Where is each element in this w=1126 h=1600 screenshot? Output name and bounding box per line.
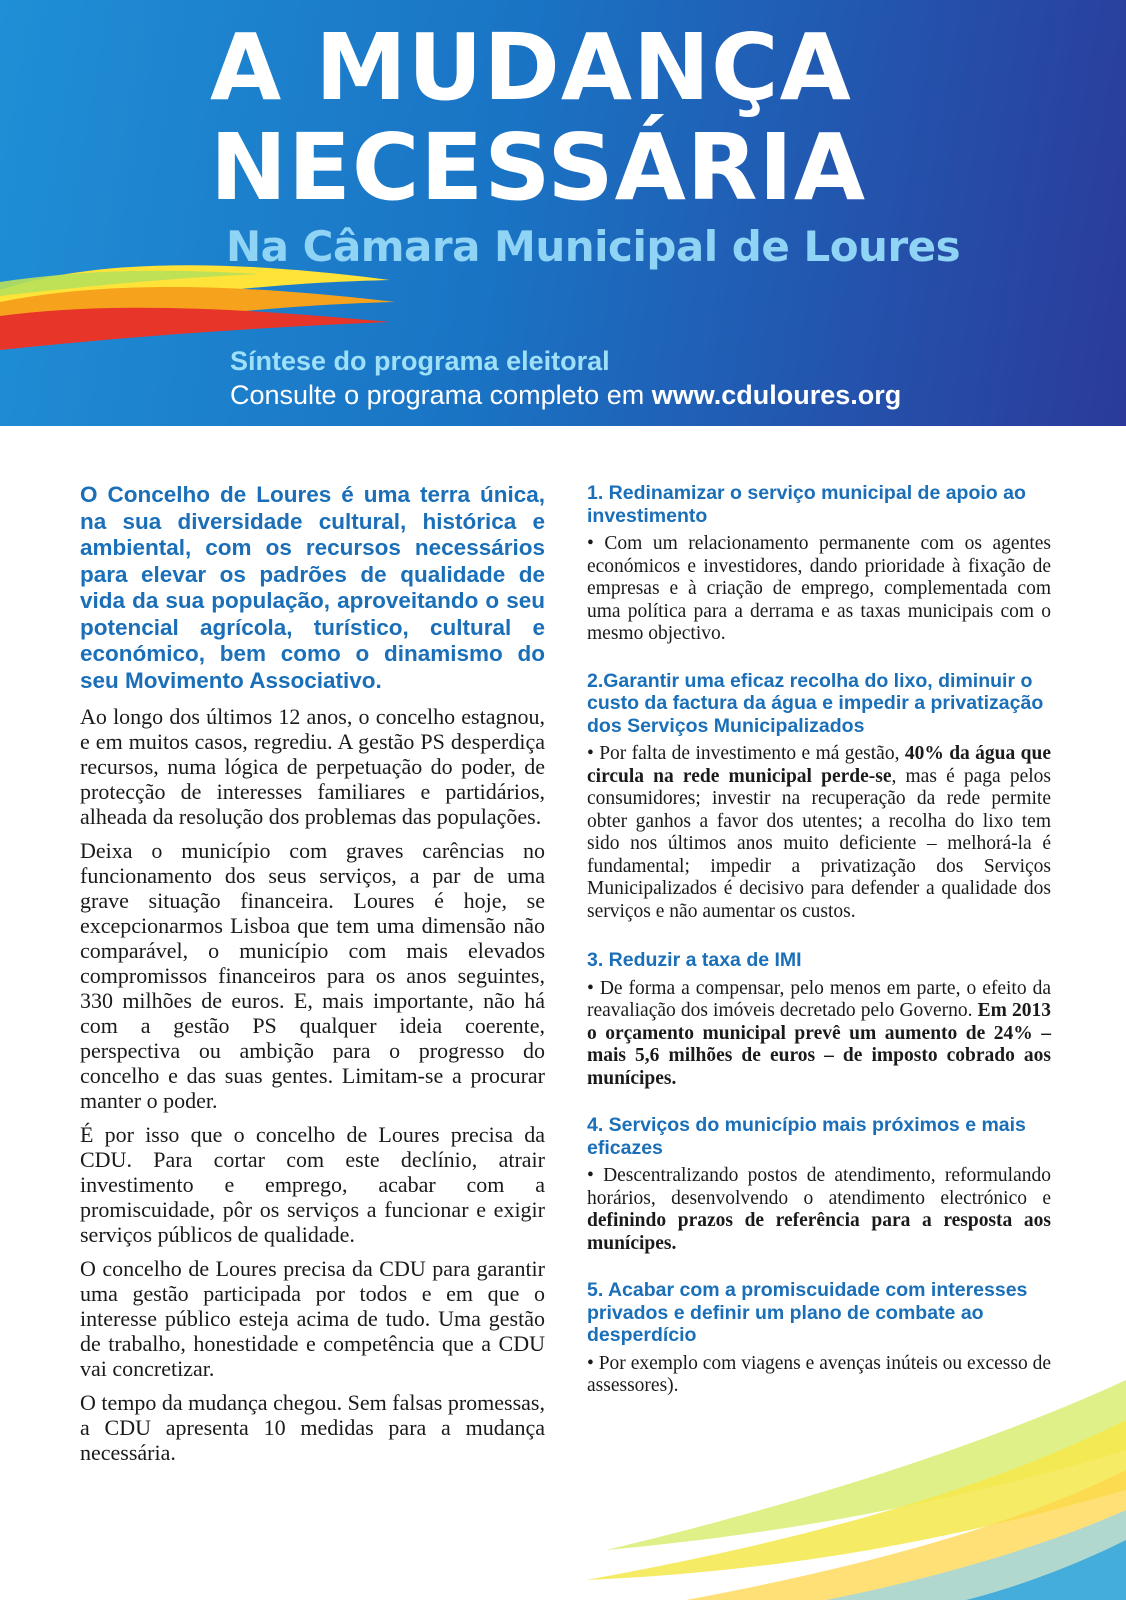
measure-2 (587, 670, 1051, 924)
subtitle: Na Câmara Municipal de Loures (226, 222, 961, 271)
measure-3 (587, 949, 1051, 1090)
title-line-1: A MUDANÇA (210, 14, 852, 121)
main-title (210, 14, 867, 221)
intro-paragraph-5: O tempo da mudança chegou. Sem falsas promessas, a CDU apresenta 10 medidas para a mudança necessária. (80, 1390, 545, 1465)
consult-text: Consulte o programa completo em (230, 380, 652, 410)
measure-4-text (587, 1165, 1051, 1255)
measure-2-text-a: • Por falta de investimento e má gestão, (587, 743, 905, 764)
intro-paragraph-1: Ao longo dos últimos 12 anos, o concelho estagnou, e em muitos casos, regrediu. A gestão PS desperdiça recursos, numa lógica de perpetuação do poder, de protecção de interesses familiares e partidários, alheada da resolução dos problemas das populações. (80, 704, 545, 829)
intro-paragraph-3: É por isso que o concelho de Loures precisa da CDU. Para cortar com este declínio, atrair investimento e emprego, acabar com a promiscuidade, pôr os serviços a funcionar e exigir serviços públicos de qualidade. (80, 1122, 545, 1247)
measure-4-text-a: • Descentralizando postos de atendimento, reformulando horários, desenvolvendo o atendimento electrónico e (587, 1165, 1051, 1209)
measure-4 (587, 1114, 1051, 1255)
lead-paragraph: O Concelho de Loures é uma terra única, na sua diversidade cultural, histórica e ambiental, com os recursos necessários para elevar os padrões de qualidade de vida da sua população, aproveitando o seu potencial agrícola, turístico, cultural e económico, bem como o dinamismo do seu Movimento Associativo. (80, 482, 545, 693)
measure-3-highlight: Em 2013 o orçamento municipal prevê um aumento de 24% – mais 5,6 milhões de euros – de imposto cobrado aos munícipes. (587, 1000, 1052, 1089)
intro-column (80, 482, 545, 1474)
measure-3-text-a: • De forma a compensar, pelo menos em parte, o efeito da reavaliação dos imóveis decretado pelo Governo. (587, 977, 1051, 1021)
title-line-2: NECESSÁRIA (210, 114, 867, 221)
intro-paragraph-2: Deixa o município com graves carências no funcionamento dos seus serviços, a par de uma grave situação financeira. Loures é hoje, se excepcionarmos Lisboa que tem uma dimensão não comparável, o município com mais elevados compromissos financeiros para os anos seguintes, 330 milhões de euros. E, mais importante, não há com a gestão PS qualquer ideia coerente, perspectiva ou ambição para o progresso do concelho e das suas gentes. Limitam-se a procurar manter o poder. (80, 838, 545, 1113)
measure-5-title: 5. Acabar com a promiscuidade com interesses privados e definir um plano de combate ao desperdício (587, 1279, 1028, 1346)
measure-1 (587, 482, 1051, 646)
measure-1-title: 1. Redinamizar o serviço municipal de apoio ao investimento (587, 482, 1026, 527)
measure-1-text: • Com um relacionamento permanente com os agentes económicos e investidores, dando prioridade à fixação de empresas e à criação de emprego, complementada com uma política para a derrama e as taxas municipais com o mesmo objectivo. (587, 533, 1051, 644)
intro-paragraph-4: O concelho de Loures precisa da CDU para garantir uma gestão participada por todos e em que o interesse público esteja acima de tudo. Uma gestão de trabalho, honestidade e competência que a CDU vai concretizar. (80, 1256, 545, 1381)
measure-3-title: 3. Reduzir a taxa de IMI (587, 949, 802, 971)
measure-4-highlight: definindo prazos de referência para a resposta aos munícipes. (587, 1210, 1051, 1254)
website-link[interactable]: www.cduloures.org (651, 380, 902, 410)
footer-swoosh-graphic (566, 1380, 1126, 1600)
measure-2-text-b: , mas é paga pelos consumidores; investir na recuperação da rede permite obter ganhos a favor dos utentes; a recolha do lixo tem sido nos últimos anos muito deficiente – melhorá-la é fundamental; impedir a privatização dos Serviços Municipalizados é decisivo para defender a qualidade dos serviços e não aumentar os custos. (587, 765, 1051, 922)
measures-column (587, 482, 1051, 1422)
consult-line (230, 380, 901, 411)
measure-2-text (587, 743, 1051, 923)
measure-2-highlight: 40% da água que circula na rede municipal perde-se (587, 743, 1051, 787)
measure-4-title: 4. Serviços do município mais próximos e mais eficazes (587, 1114, 1026, 1159)
measure-2-title: 2.Garantir uma eficaz recolha do lixo, diminuir o custo da factura da água e impedir a privatização dos Serviços Municipalizados (587, 669, 1044, 737)
header-banner (0, 0, 1126, 426)
synthesis-label: Síntese do programa eleitoral (230, 346, 610, 376)
measure-3-text (587, 978, 1051, 1091)
measure-5-text: • Por exemplo com viagens e avenças inúteis ou excesso de assessores). (587, 1352, 1051, 1396)
